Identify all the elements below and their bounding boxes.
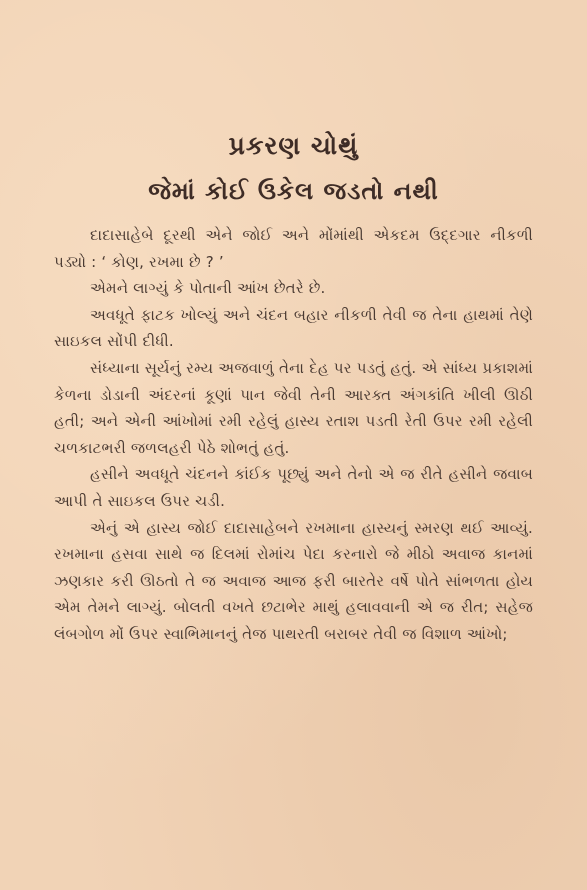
paragraph: એનું એ હાસ્ય જોઈ દાદાસાહેબને રખમાના હાસ્યનું સ્મરણ થઈ આવ્યું. રખમાના હસવા સાથે જ દિલમાં રોમાંચ પેદા કરનારો જે મીઠો અવાજ કાનમાં ઝણકાર કરી ઊઠતો તે જ અવાજ આજ ફરી બારતેર વર્ષે પોતે સાંભળતા હોય એમ તેમને લાગ્યું. બોલતી વખતે છટાભેર માથું હલાવવાની એ જ રીત; સહેજ લંબગોળ મોં ઉપર સ્વાભિમાનનું તેજ પાથરતી બરાબર તેવી જ વિશાળ આંખો; — [54, 518, 533, 643]
paragraph: એમને લાગ્યું કે પોતાની આંખ છેતરે છે. — [90, 279, 326, 298]
chapter-subtitle: જેમાં કોઈ ઉકેલ જડતો નથી — [148, 177, 439, 205]
paragraph: અવધૂતે ફાટક ખોલ્યું અને ચંદન બહાર નીકળી તેવી જ તેના હાથમાં તેણે સાઇકલ સોંપી દીધી. — [54, 305, 533, 351]
paragraph: દાદાસાહેબે દૂરથી એને જોઈ અને મોંમાંથી એકદમ ઉદ્દગાર નીકળી પડ્યો : ‘ કોણ, રખમા છે ? ’ — [54, 226, 533, 271]
chapter-title: પ્રકરણ ચોથું — [228, 131, 359, 160]
paragraph: સંધ્યાના સૂર્યનું રમ્ય અજવાળું તેના દેહ પર પડતું હતું. એ સાંધ્ય પ્રકાશમાં કેળના ડોડાની અંદરનાં કૂણાં પાન જેવી તેની આરક્ત અંગકાંતિ ખીલી ઊઠી હતી; અને એની આંખોમાં રમી રહેલું હાસ્ય રતાશ પડતી રેતી ઉપર રમી રહેલી ચળકાટભરી જળલહરી પેઠે શોભતું હતું. — [54, 358, 533, 457]
chapter-body — [54, 222, 533, 648]
paragraph: હસીને અવધૂતે ચંદનને કાંઈક પૂછ્યું અને તેનો એ જ રીતે હસીને જવાબ આપી તે સાઇકલ ઉપર ચડી. — [54, 465, 533, 510]
